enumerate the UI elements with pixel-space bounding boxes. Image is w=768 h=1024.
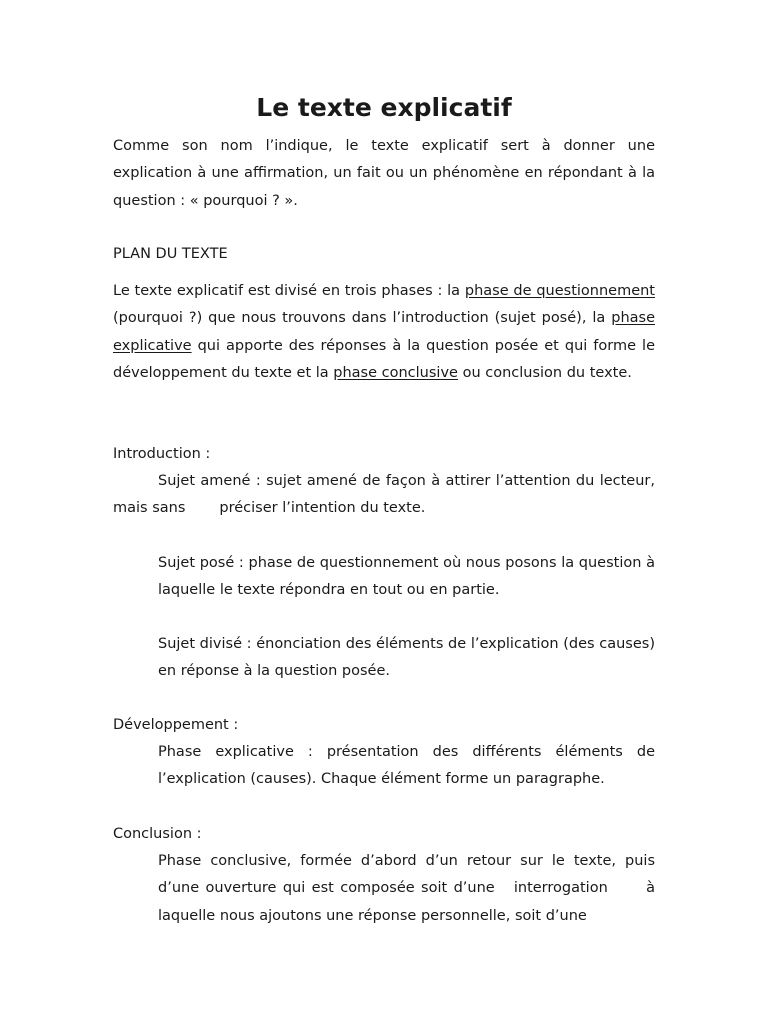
plan-text-2: (pourquoi ?) que nous trouvons dans l’introduction (sujet posé), la	[113, 310, 612, 327]
sujet-pose-paragraph: Sujet posé : phase de questionnement où nous posons la question à laquelle le texte répondra en tout ou en partie.	[158, 555, 655, 599]
conclusion-heading: Conclusion :	[113, 826, 202, 842]
sujet-amene-text: Sujet amené : sujet amené de façon à attirer l’attention du lecteur, mais sans	[113, 473, 655, 517]
developpement-heading: Développement :	[113, 717, 239, 733]
sujet-amene-paragraph	[113, 468, 655, 523]
phase-explicative-paragraph: Phase explicative : présentation des différents éléments de l’explication (causes). Chaque élément forme un paragraphe.	[158, 744, 655, 788]
page-title: Le texte explicatif	[256, 93, 512, 122]
sujet-divise-paragraph: Sujet divisé : énonciation des éléments de l’explication (des causes) en réponse à la question posée.	[158, 636, 655, 680]
phase-conclusive-link: phase conclusive	[333, 364, 458, 381]
phase-explicative-link: phase explicative	[113, 310, 655, 354]
plan-heading: PLAN DU TEXTE	[113, 246, 228, 262]
plan-text-4: ou conclusion du texte.	[457, 364, 632, 381]
plan-text-3: qui apporte des réponses à la question posée et qui forme le développement du texte et la	[113, 337, 655, 381]
introduction-heading: Introduction :	[113, 446, 211, 462]
plan-text-1: Le texte explicatif est divisé en trois phases : la	[113, 283, 465, 299]
plan-paragraph	[113, 278, 655, 387]
sujet-amene-text-end: préciser l’intention du texte.	[219, 500, 426, 517]
phase-conclusive-paragraph: Phase conclusive, formée d’abord d’un retour sur le texte, puis d’une ouverture qui est composée soit d’une interrogation à laquelle nous ajoutons une réponse personnelle, soit d’une	[158, 853, 660, 924]
intro-paragraph: Comme son nom l’indique, le texte explicatif sert à donner une explication à une affirmation, un fait ou un phénomène en répondant à la question : « pourquoi ? ».	[113, 138, 655, 209]
phase-questionnement-link: phase de questionnement	[464, 283, 655, 299]
